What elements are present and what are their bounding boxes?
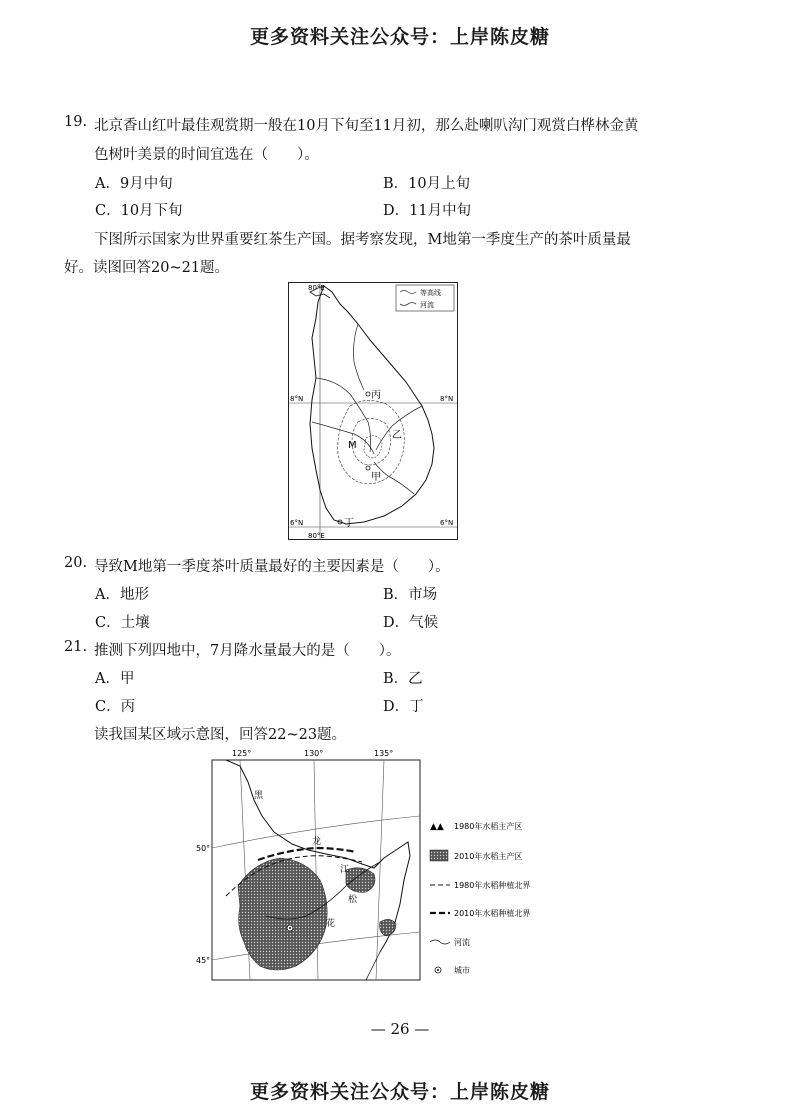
- q19-option-c: [95, 199, 183, 220]
- header-banner: 更多资料关注公众号：上岸陈皮糖: [249, 26, 550, 48]
- intro-20-21-line2: 好。读图回答20~21题。: [64, 260, 230, 276]
- legend-river-label: 河流: [420, 301, 434, 309]
- river-label-hua: 花: [326, 919, 336, 929]
- option-key: D．: [383, 615, 410, 631]
- legend-label: 2010年水稻主产区: [454, 852, 523, 861]
- q21-number: 21.: [64, 639, 88, 655]
- lon-125-label: 125°: [232, 749, 252, 758]
- q19-option-b: [383, 172, 470, 193]
- option-key: D．: [383, 699, 410, 715]
- option-key: A．: [95, 671, 120, 687]
- option-key: A．: [95, 587, 120, 603]
- option-key: D．: [383, 203, 410, 219]
- q21-text: 推测下列四地中，7月降水量最大的是（ ）。: [94, 643, 401, 659]
- lon-135-label: 135°: [374, 749, 394, 758]
- q19-number: 19.: [64, 114, 88, 130]
- legend-label: 1980年水稻种植北界: [454, 881, 531, 890]
- lon-130-label: 130°: [304, 749, 324, 758]
- intro-22-23: 读我国某区域示意图，回答22~23题。: [94, 727, 347, 743]
- option-text: 11月中旬: [409, 203, 472, 219]
- q19-line1: 北京香山红叶最佳观赏期一般在10月下旬至11月初，那么赴喇叭沟门观赏白桦林金黄: [94, 118, 639, 134]
- river-label-long: 龙: [312, 837, 322, 847]
- q21-option-a: [95, 667, 134, 688]
- lon-top-label: 80°E: [308, 284, 325, 292]
- legend-symbol-dotted: [430, 850, 448, 861]
- place-label-bing: 丙: [371, 390, 381, 401]
- option-key: A．: [95, 176, 120, 192]
- option-text: 丁: [409, 699, 424, 715]
- q20-option-d: [383, 611, 438, 632]
- q21-option-c: [95, 695, 135, 716]
- option-text: 甲: [119, 671, 135, 687]
- map-frame: [289, 283, 458, 540]
- legend-symbol-triangles: ▲▲: [430, 822, 444, 832]
- q21-option-b: [383, 667, 423, 688]
- page-number: — 26 —: [370, 1020, 430, 1038]
- place-label-ding: 丁: [344, 518, 354, 529]
- lat-8-left-label: 8°N: [290, 395, 304, 403]
- option-text: 地形: [119, 587, 149, 603]
- option-key: B．: [383, 587, 409, 603]
- sri-lanka-map: [288, 282, 458, 540]
- river-label-hei: 黑: [254, 791, 264, 801]
- option-text: 气候: [409, 615, 439, 631]
- lon-bottom-label: 80°E: [308, 532, 325, 540]
- option-text: 市场: [408, 587, 438, 603]
- legend-symbol-city-dot: [437, 969, 439, 971]
- map2-legend: [430, 821, 530, 975]
- northeast-china-map: [196, 746, 560, 988]
- option-key: C．: [95, 615, 121, 631]
- option-key: C．: [95, 203, 121, 219]
- lat-50-label: 50°: [196, 844, 211, 853]
- legend-label: 2010年水稻种植北界: [454, 909, 531, 918]
- option-text: 土壤: [120, 615, 150, 631]
- legend-label: 河流: [454, 938, 470, 947]
- option-text: 9月中旬: [119, 176, 173, 192]
- legend-label: 1980年水稻主产区: [454, 822, 523, 831]
- q20-option-b: [383, 583, 437, 604]
- lat-45-label: 45°: [196, 956, 211, 965]
- intro-20-21-line1: 下图所示国家为世界重要红茶生产国。据考察发现，M地第一季度生产的茶叶质量最: [94, 232, 631, 248]
- option-key: C．: [95, 699, 121, 715]
- q20-option-c: [95, 611, 150, 632]
- option-text: 10月上旬: [408, 176, 471, 192]
- q20-number: 20.: [64, 555, 88, 571]
- rice-area-2010: [346, 868, 375, 893]
- q20-option-a: [95, 583, 149, 604]
- legend-contour-label: 等高线: [420, 289, 441, 297]
- legend-symbol-river: [430, 940, 450, 944]
- option-text: 乙: [408, 671, 423, 687]
- city-marker-dot: [289, 927, 291, 929]
- q21-option-d: [383, 695, 424, 716]
- q19-option-d: [383, 199, 471, 220]
- q19-line2: 色树叶美景的时间宜选在（ ）。: [94, 147, 319, 163]
- option-text: 10月下旬: [120, 203, 183, 219]
- place-label-jia: 甲: [371, 472, 381, 483]
- lat-6-left-label: 6°N: [290, 519, 304, 527]
- place-label-yi: 乙: [392, 430, 402, 441]
- option-key: B．: [383, 671, 409, 687]
- q19-option-a: [95, 172, 173, 193]
- river-label-song: 松: [348, 895, 358, 905]
- lat-6-right-label: 6°N: [440, 519, 454, 527]
- footer-banner: 更多资料关注公众号：上岸陈皮糖: [249, 1081, 550, 1103]
- legend-label: 城市: [454, 966, 470, 975]
- q20-text: 导致M地第一季度茶叶质量最好的主要因素是（ ）。: [94, 559, 450, 575]
- option-key: B．: [383, 176, 409, 192]
- option-text: 丙: [120, 699, 136, 715]
- place-label-m: M: [348, 440, 357, 451]
- river-label-jiang: 江: [340, 865, 350, 875]
- lat-8-right-label: 8°N: [440, 395, 454, 403]
